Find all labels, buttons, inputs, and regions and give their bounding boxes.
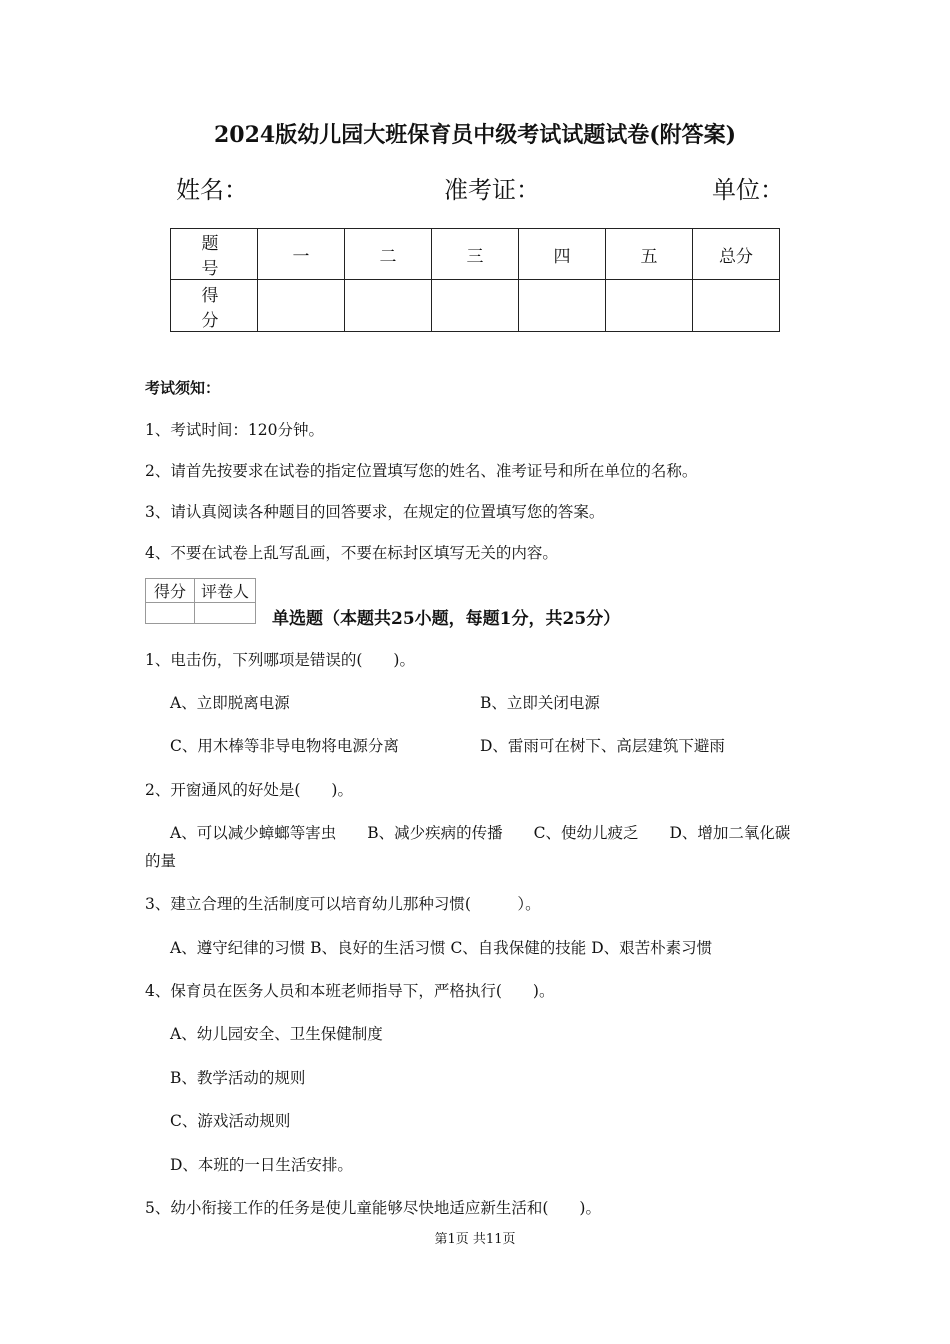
score-input-cell[interactable] <box>693 280 780 332</box>
notice-item: 3、请认真阅读各种题目的回答要求，在规定的位置填写您的答案。 <box>145 503 605 521</box>
question-stem: 2、开窗通风的好处是( )。 <box>145 781 353 799</box>
question-stem: 1、电击伤，下列哪项是错误的( )。 <box>145 651 415 669</box>
question-stem: 4、保育员在医务人员和本班老师指导下，严格执行( )。 <box>145 982 555 1000</box>
option-d: D、雷雨可在树下、高层建筑下避雨 <box>480 737 725 755</box>
score-table-header-label: 题 号 <box>171 229 258 280</box>
score-input-cell[interactable] <box>258 280 345 332</box>
page-title: 2024版幼儿园大班保育员中级考试试题试卷(附答案) <box>213 122 737 148</box>
notice-item: 1、考试时间：120分钟。 <box>145 421 324 439</box>
score-table-header-cell: 四 <box>519 229 606 280</box>
options-line-wrap: 的量 <box>145 852 177 870</box>
score-input-cell[interactable] <box>606 280 693 332</box>
options-line: A、遵守纪律的习惯 B、良好的生活习惯 C、自我保健的技能 D、艰苦朴素习惯 <box>170 939 713 957</box>
option-c: C、游戏活动规则 <box>170 1112 291 1130</box>
question-stem: 3、建立合理的生活制度可以培育幼儿那种习惯( ）。 <box>145 895 541 913</box>
score-table-header-cell: 一 <box>258 229 345 280</box>
options-line: A、可以减少蟑螂等害虫 B、减少疾病的传播 C、使幼儿疲乏 D、增加二氧化碳 <box>170 824 791 842</box>
grader-score-label: 得分 <box>146 579 195 603</box>
score-table-header-cell: 二 <box>345 229 432 280</box>
notice-heading: 考试须知： <box>145 379 221 397</box>
option-b: B、立即关闭电源 <box>480 694 600 712</box>
question-stem: 5、幼小衔接工作的任务是使儿童能够尽快地适应新生活和( )。 <box>145 1199 601 1217</box>
option-c: C、用木棒等非导电物将电源分离 <box>170 737 399 755</box>
page-footer: 第1页 共11页 <box>434 1232 516 1247</box>
score-table-header-cell: 五 <box>606 229 693 280</box>
score-input-cell[interactable] <box>345 280 432 332</box>
score-input-cell[interactable] <box>519 280 606 332</box>
exam-id-label: 准考证： <box>444 176 540 204</box>
score-input-cell[interactable] <box>432 280 519 332</box>
option-a: A、立即脱离电源 <box>170 694 290 712</box>
grader-name-label: 评卷人 <box>195 579 256 603</box>
score-table-header-cell: 三 <box>432 229 519 280</box>
option-b: B、教学活动的规则 <box>170 1069 306 1087</box>
option-a: A、幼儿园安全、卫生保健制度 <box>170 1025 383 1043</box>
name-label: 姓名： <box>176 176 248 204</box>
score-table-header-cell: 总分 <box>693 229 780 280</box>
score-table-row-label: 得 分 <box>171 280 258 332</box>
unit-label: 单位： <box>712 176 784 204</box>
notice-item: 4、不要在试卷上乱写乱画，不要在标封区填写无关的内容。 <box>145 544 558 562</box>
section-title: 单选题（本题共25小题，每题1分，共25分） <box>272 609 621 629</box>
notice-item: 2、请首先按要求在试卷的指定位置填写您的姓名、准考证号和所在单位的名称。 <box>145 462 698 480</box>
option-d: D、本班的一日生活安排。 <box>170 1156 353 1174</box>
grader-box <box>145 578 256 624</box>
grader-name-cell[interactable] <box>195 603 256 624</box>
score-table <box>170 228 780 332</box>
grader-score-cell[interactable] <box>146 603 195 624</box>
